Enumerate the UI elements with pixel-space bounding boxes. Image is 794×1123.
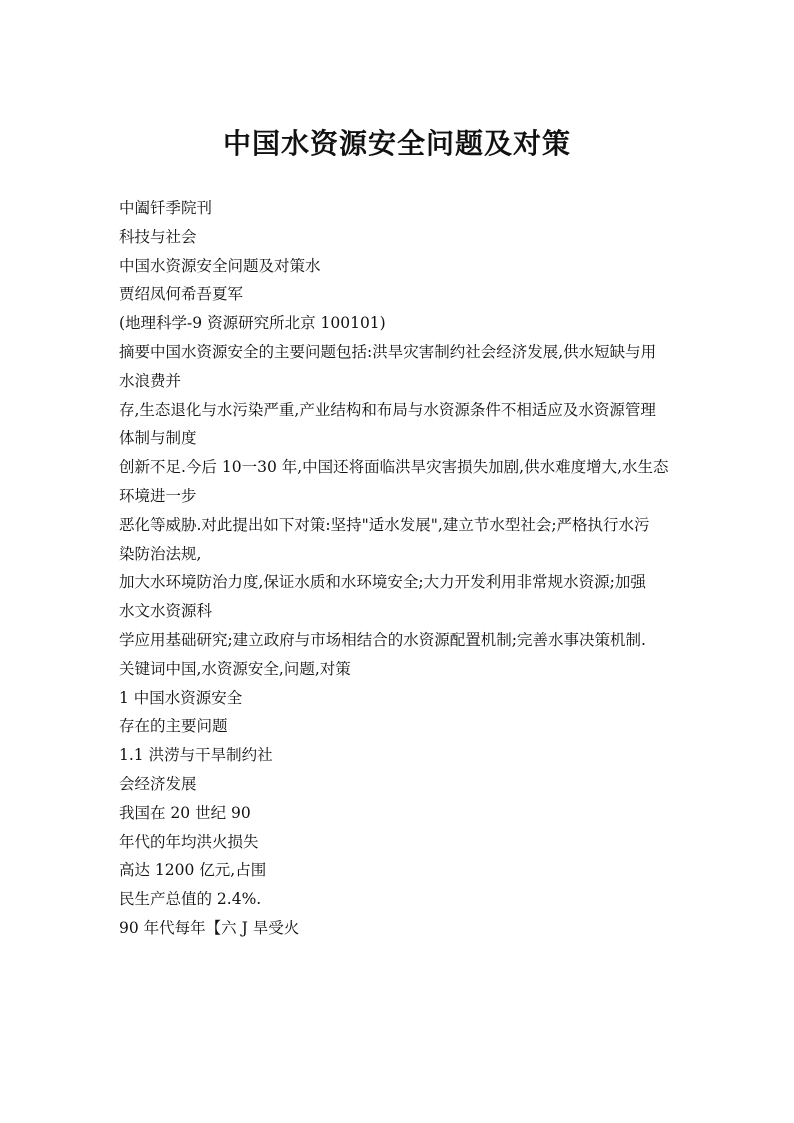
section-category-line: 科技与社会 [119,227,197,246]
keywords-line: 关键词中国,水资源安全,问题,对策 [119,659,351,678]
abstract-line: 恶化等威胁.对此提出如下对策:坚持"适水发展",建立节水型社会;严格执行水污 [119,515,650,534]
body-text-line: 民生产总值的 2.4%. [119,890,262,909]
abstract-line: 摘要中国水资源安全的主要问题包括:洪旱灾害制约社会经济发展,供水短缺与用 [119,342,657,361]
journal-name-line: 中阖钎季院刊 [119,199,213,217]
abstract-line: 体制与制度 [119,429,197,448]
section-heading-line: 存在的主要问题 [119,717,228,736]
body-text-line: 我国在 20 世纪 90 [119,803,251,822]
subsection-heading-line: 会经济发展 [119,774,197,793]
abstract-line: 水文水资源科 [119,602,213,621]
abstract-line: 环境进一步 [119,486,197,505]
abstract-line: 加大水环境防治力度,保证水质和水环境安全;大力开发利用非常规水资源;加强 [119,573,646,592]
authors-line: 贾绍凤何希吾夏军 [119,285,244,304]
subsection-heading-line: 1.1 洪涝与干旱制约社 [119,746,273,765]
abstract-line: 染防治法规, [119,544,202,563]
body-text-line: 90 年代每年【六 J 旱受火 [119,918,300,937]
article-title-line: 中国水资源安全问题及对策水 [119,256,321,275]
body-text-line: 高达 1200 亿元,占围 [119,861,267,880]
section-heading-line: 1 中国水资源安全 [119,688,243,707]
affiliation-line: (地理科学-9 资源研究所北京 100101) [119,314,386,333]
abstract-line: 创新不足.今后 10一30 年,中国还将面临洪旱灾害损失加剧,供水难度增大,水生态 [119,458,669,477]
body-text-line: 年代的年均洪火损失 [119,832,259,851]
abstract-line: 存,生态退化与水污染严重,产业结构和布局与水资源条件不相适应及水资源管理 [119,400,656,419]
abstract-line: 学应用基础研究;建立政府与市场相结合的水资源配置机制;完善水事决策机制. [119,630,646,649]
document-body [119,194,679,943]
document-title: 中国水资源安全问题及对策 [222,127,571,160]
abstract-line: 水浪费并 [119,371,182,390]
